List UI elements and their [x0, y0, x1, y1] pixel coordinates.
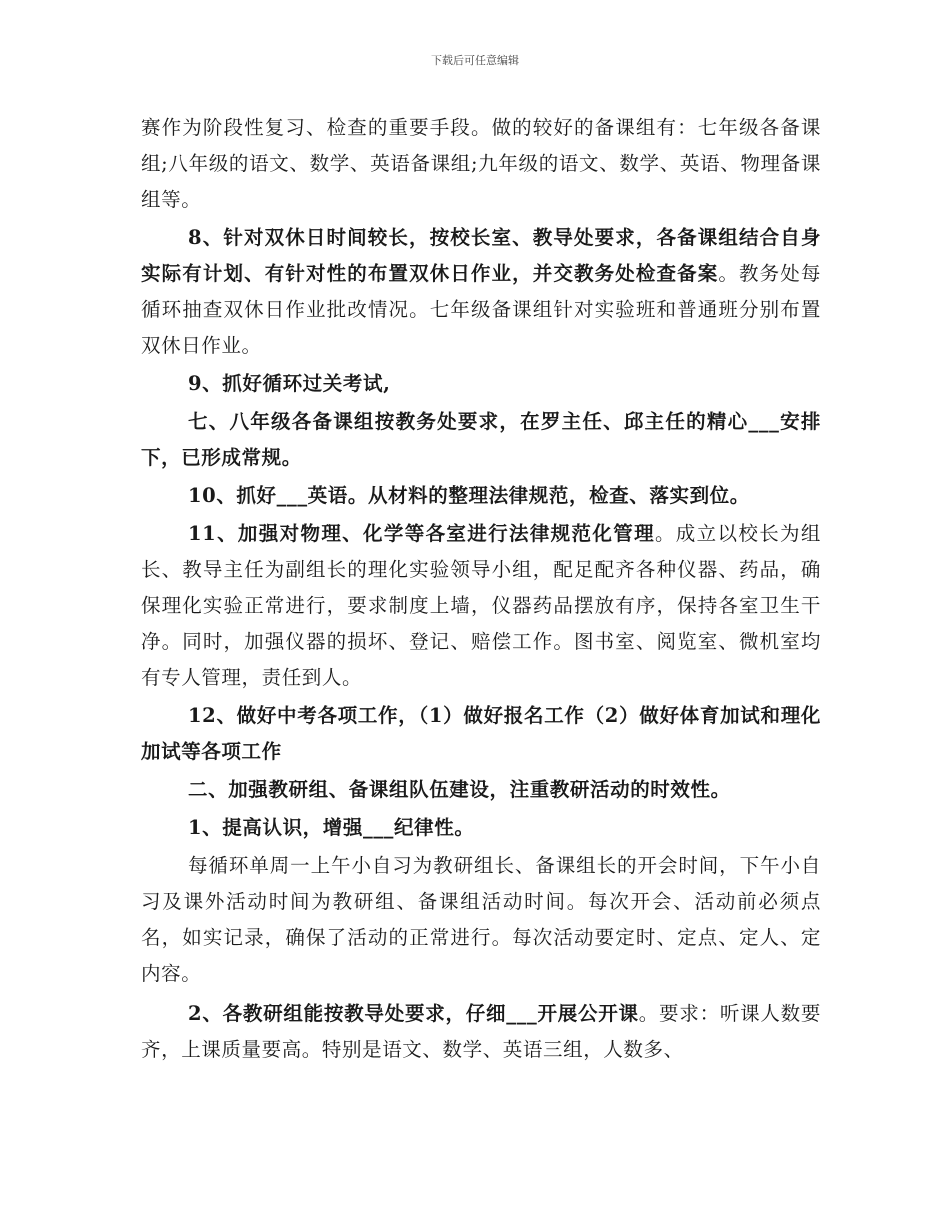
paragraph-6-heading: 11、加强对物理、化学等各室进行法律规范化管理 — [188, 522, 655, 545]
paragraph-11-heading: 2、各教研组能按教导处要求，仔细___开展公开课 — [188, 1002, 639, 1025]
paragraph-5: 10、抓好___英语。从材料的整理法律规范，检查、落实到位。 — [188, 484, 750, 507]
paragraph-2-body: 。教务处每循环抽查双休日作业批改情况。七年级备课组针对实验班和普通班分别布置双休日作业。 — [141, 262, 821, 357]
paragraph-2-heading: 8、针对双休日时间较长，按校长室、教导处要求，各备课组结合自身实际有计划、有针对性的布置双休日作业，并交教务处检查备案 — [141, 226, 821, 285]
paragraph-6 — [141, 516, 821, 696]
paragraph-1: 赛作为阶段性复习、检查的重要手段。做的较好的备课组有：七年级各备课组;八年级的语文、数学、英语备课组;九年级的语文、数学、英语、物理备课组等。 — [141, 116, 821, 211]
paragraph-7: 12、做好中考各项工作，（1）做好报名工作（2）做好体育加试和理化加试等各项工作 — [141, 704, 821, 763]
paragraph-11-body: 。要求：听课人数要齐，上课质量要高。特别是语文、数学、英语三组，人数多、 — [141, 1002, 821, 1061]
page-header: 下载后可任意编辑 — [431, 54, 519, 67]
paragraph-10: 每循环单周一上午小自习为教研组长、备课组长的开会时间，下午小自习及课外活动时间为教研组、备课组活动时间。每次开会、活动前必须点名，如实记录，确保了活动的正常进行。每次活动要定时、定点、定人、定内容。 — [141, 854, 821, 985]
paragraph-2 — [141, 220, 821, 364]
paragraph-4: 七、八年级各备课组按教务处要求，在罗主任、邱主任的精心___安排下，已形成常规。 — [141, 410, 821, 469]
section-heading-2: 二、加强教研组、备课组队伍建设，注重教研活动的时效性。 — [188, 778, 731, 801]
paragraph-6-body: 。成立以校长为组长、教导主任为副组长的理化实验领导小组，配足配齐各种仪器、药品，确保理化实验正常进行，要求制度上墙，仪器药品摆放有序，保持各室卫生干净。同时，加强仪器的损坏、登记、赔偿工作。图书室、阅览室、微机室均有专人管理，责任到人。 — [141, 522, 821, 689]
document-body — [141, 110, 821, 1068]
paragraph-11 — [141, 996, 821, 1068]
paragraph-3: 9、抓好循环过关考试, — [188, 372, 391, 395]
paragraph-9: 1、提高认识，增强___纪律性。 — [188, 816, 475, 839]
